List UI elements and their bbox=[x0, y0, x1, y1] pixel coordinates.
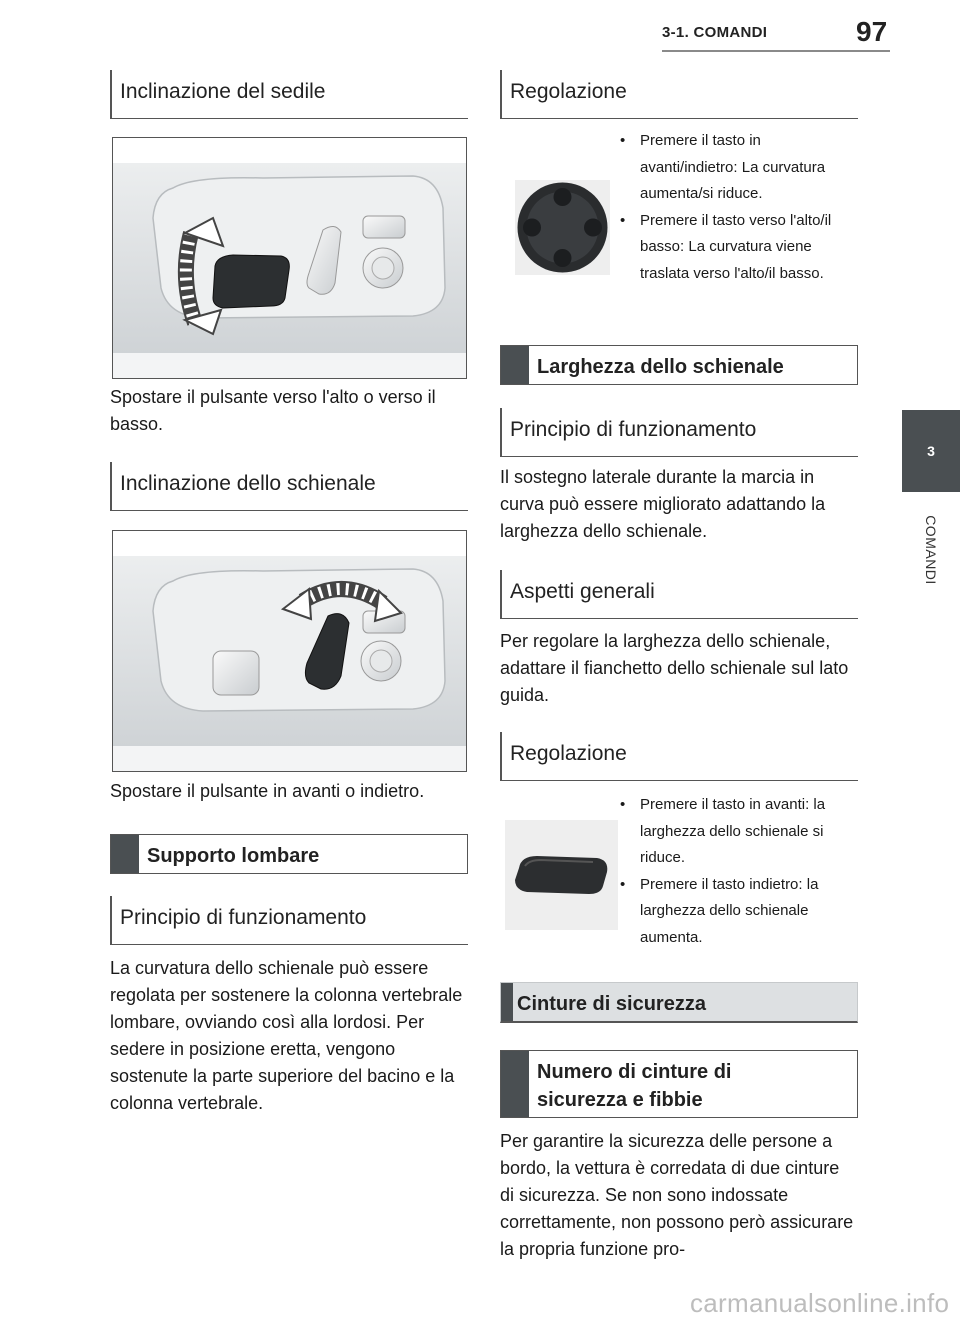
lumbar-control-drawing bbox=[515, 180, 610, 275]
paragraph-lumbar-principle: La curvatura dello schienale può essere regolata per sostenere la colonna vertebrale lombare, ovviando così alla lordosi. Per sedere in posizione eretta, vengono sostenute la parte superiore del bacino e la colonna vertebrale. bbox=[110, 958, 463, 1113]
subheading-text: Principio di funzionamento bbox=[120, 906, 367, 929]
seat-tilt-illustration bbox=[112, 137, 467, 379]
paragraph-width-principle: Il sostegno laterale durante la marcia in curva può essere migliorato adattando la larghezza dello schienale. bbox=[500, 467, 826, 541]
backrest-tilt-drawing bbox=[113, 531, 466, 771]
heading-bar bbox=[501, 1051, 529, 1117]
heading-bar bbox=[501, 983, 513, 1021]
backrest-tilt-illustration bbox=[112, 530, 467, 772]
subheading-back-tilt bbox=[110, 462, 468, 511]
paragraph-seat-tilt: Spostare il pulsante verso l'alto o verso il basso. bbox=[110, 387, 436, 434]
page-number: 97 bbox=[856, 16, 888, 47]
list-item: • Premere il tasto verso l'alto/il basso: La curvatura viene traslata verso l'alto/il basso. bbox=[610, 208, 850, 288]
chapter-label bbox=[902, 500, 960, 600]
subheading-text: Inclinazione del sedile bbox=[120, 80, 326, 103]
heading-seat-belts bbox=[500, 982, 858, 1023]
width-control-drawing bbox=[505, 820, 618, 930]
lumbar-control-illustration bbox=[515, 180, 610, 275]
subheading-lumbar-principle bbox=[110, 896, 468, 945]
subheading-text: Principio di funzionamento bbox=[510, 418, 757, 441]
list-item: • Premere il tasto in avanti/indietro: La curvatura aumenta/si riduce. bbox=[610, 128, 850, 208]
heading-belt-count bbox=[500, 1050, 858, 1118]
heading-text: Cinture di sicurezza bbox=[517, 993, 706, 1015]
bullet-list-adjustment-2 bbox=[610, 792, 860, 951]
list-item: • Premere il tasto in avanti: la larghezza dello schienale si riduce. bbox=[610, 792, 860, 872]
heading-lumbar-support bbox=[110, 834, 468, 874]
bullet-list-adjustment-1 bbox=[610, 128, 850, 287]
watermark: carmanualsonline.info bbox=[690, 1288, 950, 1318]
subheading-text: Inclinazione dello schienale bbox=[120, 472, 376, 495]
chapter-tab: 3 bbox=[902, 410, 960, 492]
subheading-seat-tilt bbox=[110, 70, 468, 119]
subheading-adjustment-1 bbox=[500, 70, 858, 119]
subheading-width-principle bbox=[500, 408, 858, 457]
list-item: • Premere il tasto indietro: la larghezza dello schienale aumenta. bbox=[610, 872, 860, 952]
header-rule bbox=[662, 50, 890, 52]
subheading-text: Aspetti generali bbox=[510, 580, 655, 603]
subheading-text: Regolazione bbox=[510, 742, 627, 765]
heading-text: Larghezza dello schienale bbox=[537, 356, 784, 378]
width-control-illustration bbox=[505, 820, 618, 930]
subheading-general bbox=[500, 570, 858, 619]
subheading-text: Regolazione bbox=[510, 80, 627, 103]
chapter-label-text: COMANDI bbox=[923, 515, 939, 585]
heading-bar bbox=[501, 346, 529, 384]
heading-text: Numero di cinture di sicurezza e fibbie bbox=[537, 1061, 732, 1111]
heading-text: Supporto lombare bbox=[147, 845, 320, 867]
subheading-adjustment-2 bbox=[500, 732, 858, 781]
paragraph-seat-belts: Per garantire la sicurezza delle persone a bordo, la vettura è corredata di due cinture di sicurezza. Se non sono indossate correttamente, non possono però assicurare la propria funzione pro- bbox=[500, 1131, 854, 1259]
seat-tilt-drawing bbox=[113, 138, 466, 378]
heading-backrest-width bbox=[500, 345, 858, 385]
running-header: 3-1. COMANDI bbox=[662, 24, 768, 41]
heading-bar bbox=[111, 835, 139, 873]
paragraph-general: Per regolare la larghezza dello schienale, adattare il fianchetto dello schienale sul lato guida. bbox=[500, 631, 849, 705]
paragraph-back-tilt: Spostare il pulsante in avanti o indietro. bbox=[110, 781, 425, 801]
